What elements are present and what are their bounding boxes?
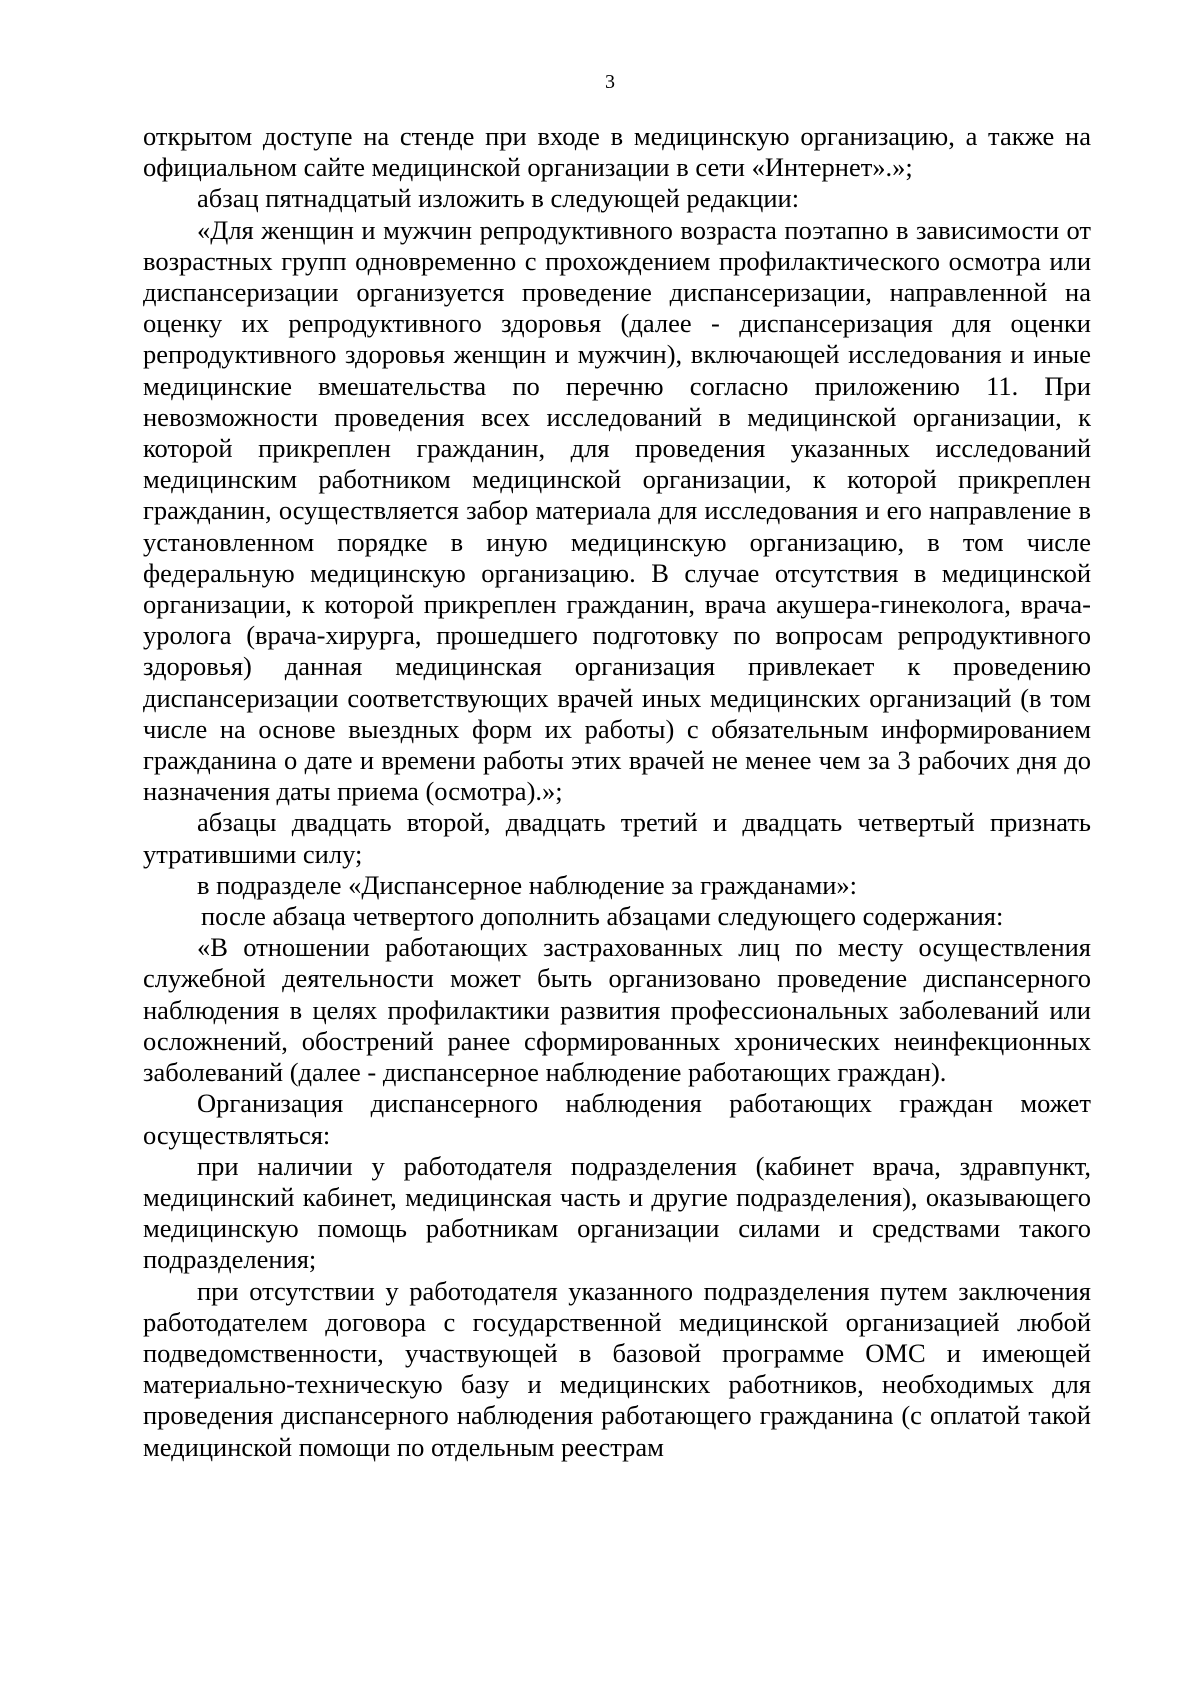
paragraph-employer-unit: при наличии у работодателя подразделения (кабинет врача, здравпункт, медицинский кабинет, медицинская часть и другие подразделения), оказывающего медицинскую помощь работникам организации силами и средствами такого подразделения; bbox=[143, 1150, 1091, 1275]
paragraph-continuation: открытом доступе на стенде при входе в медицинскую организацию, а также на официальном сайте медицинской организации в сети «Интернет».»; bbox=[143, 121, 1091, 183]
paragraph-organization: Организация диспансерного наблюдения работающих граждан может осуществляться: bbox=[143, 1088, 1091, 1150]
paragraph-amendment-15: абзац пятнадцатый изложить в следующей редакции: bbox=[197, 183, 800, 214]
paragraph-repealed-paragraphs: абзацы двадцать второй, двадцать третий и двадцать четвертый признать утратившими силу; bbox=[143, 807, 1091, 869]
paragraph-subsection-title: в подразделе «Диспансерное наблюдение за гражданами»: bbox=[197, 869, 858, 900]
paragraph-employer-contract: при отсутствии у работодателя указанного подразделения путем заключения работодателем договора с государственной медицинской организацией любой подведомственности, участвующей в базовой программе ОМС и имеющей материально-техническую базу и медицинских работников, необходимых для проведения диспансерного наблюдения работающего гражданина (с оплатой такой медицинской помощи по отдельным реестрам bbox=[143, 1275, 1091, 1462]
paragraph-reproductive-health: «Для женщин и мужчин репродуктивного возраста поэтапно в зависимости от возрастных групп одновременно с прохождением профилактического осмотра или диспансеризации организуется проведение диспансеризации, направленной на оценку их репродуктивного здоровья (далее - диспансеризация для оценки репродуктивного здоровья женщин и мужчин), включающей исследования и иные медицинские вмешательства по перечню согласно приложению 11. При невозможности проведения всех исследований в медицинской организации, к которой прикреплен гражданин, для проведения указанных исследований медицинским работником медицинской организации, к которой прикреплен гражданин, осуществляется забор материала для исследования и его направление в установленном порядке в иную медицинскую организацию, в том числе федеральную медицинскую организацию. В случае отсутствия в медицинской организации, к которой прикреплен гражданин, врача акушера-гинеколога, врача-уролога (врача-хирурга, прошедшего подготовку по вопросам репродуктивного здоровья) данная медицинская организация привлекает к проведению диспансеризации соответствующих врачей иных медицинских организаций (в том числе на основе выездных форм их работы) с обязательным информированием гражданина о дате и времени работы этих врачей не менее чем за 3 рабочих дня до назначения даты приема (осмотра).»; bbox=[143, 214, 1091, 807]
document-body bbox=[143, 121, 1091, 1463]
page-number: 3 bbox=[605, 71, 615, 93]
paragraph-addition-intro: после абзаца четвертого дополнить абзацами следующего содержания: bbox=[201, 901, 1004, 932]
paragraph-working-citizens: «В отношении работающих застрахованных лиц по месту осуществления служебной деятельности может быть организовано проведение диспансерного наблюдения в целях профилактики развития профессиональных заболеваний или осложнений, обострений ранее сформированных хронических неинфекционных заболеваний (далее - диспансерное наблюдение работающих граждан). bbox=[143, 932, 1091, 1088]
